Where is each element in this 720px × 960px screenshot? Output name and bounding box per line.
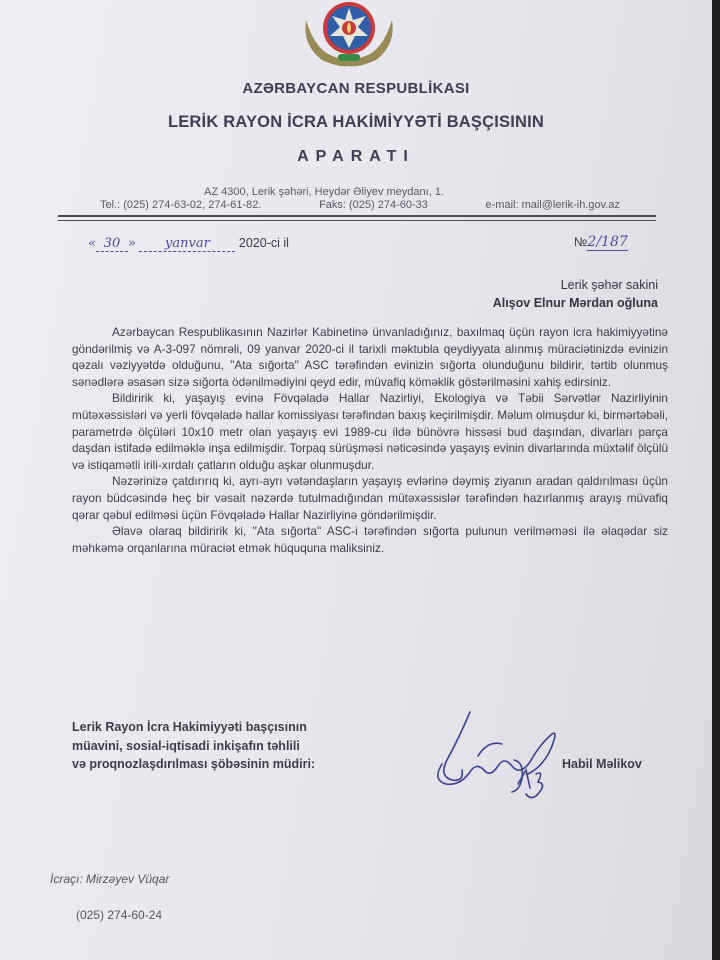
executor-label: İcraçı: [50, 872, 83, 886]
number-value: 2/187 [587, 234, 628, 250]
paragraph-4: Əlavə olaraq bildiririk ki, "Ata sığorta" ASC-i tərəfindən sığorta pulunun verilməməsi ilə əlaqədar siz məhkəmə orqanlarına müraciət etmək hüququna maliksiniz. [72, 524, 668, 555]
address-line: AZ 4300, Lerik şəhəri, Heydər Əliyev meydanı, 1. [204, 186, 444, 198]
date-close-quote: » [127, 236, 136, 251]
signatory-title [72, 718, 315, 774]
recipient-line-1: Lerik şəhər sakini [560, 278, 658, 292]
state-emblem-icon [300, 0, 398, 68]
background-edge [712, 0, 720, 960]
header-apparatus: APARATI [297, 148, 415, 165]
telephone: Tel.: (025) 274-63-02, 274-61-82. [100, 199, 262, 211]
header-republic: AZƏRBAYCAN RESPUBLİKASI [242, 80, 470, 97]
paragraph-1: Azərbaycan Respublikasının Nazirlər Kabinetinə ünvanladığınız, baxılmaq üçün rayon icra hakimiyyətinə göndərilmiş və A-3-097 nömrəli, 09 yanvar 2020-ci il tarixli məktubla qeydiyyata alınmış müraciətinizdə evinizin qəzalı vəziyyətdə olduğunu, "Ata sığorta" ASC tərəfindən evinizin sığorta olunduğunu bildirir, tərtib olunmuş sənədlərə əsasən sizə sığorta ödənilmədiyini qeyd edir, müvafiq köməklik göstərilməsini xahiş edirsiniz. [72, 325, 668, 389]
contact-line [100, 199, 620, 211]
executor-name: Mirzəyev Vüqar [86, 872, 170, 886]
date-day: 30 [96, 236, 128, 252]
recipient-name: Alışov Elnur Mərdan oğluna [492, 296, 658, 310]
email: e-mail: mail@lerik-ih.gov.az [485, 199, 620, 211]
header-rule-thin [58, 220, 656, 221]
signatory-line-2: müavini, sosial-iqtisadi inkişafın təhlili [72, 738, 300, 753]
header-rule-thick [58, 215, 656, 217]
paragraph-2: Bildiririk ki, yaşayış evinə Fövqəladə Hallar Nazirliyi, Ekologiya və Təbii Sərvətlər Nazirliyinin mütəxəssisləri və yerli fövqəladə hallar komissiyası tərəfindən baxış keçirilmişdir. Məlum olmuşdur ki, birmərtəbəli, parametrdə ölçüləri 10x10 metr olan yaşayış evi 1989-cu ildə bünövrə hissəsi bud daşından, divarları parça daşdan istifadə edilməklə inşa edilmişdir. Torpaq sürüşməsi nəticəsində yaşayış evinin divarlarında müxtəlif ölçülü və istiqamətli irili-xırdalı çatların olduğu aşkar olunmuşdur. [72, 391, 668, 472]
date-open-quote: « [88, 236, 96, 251]
number-prefix: № [574, 235, 588, 249]
fax: Faks: (025) 274-60-33 [319, 199, 428, 211]
paragraph-3: Nəzərinizə çatdırırıq ki, ayrı-ayrı vətəndaşların yaşayış evlərinə dəymiş ziyanın aradan qaldırılması üçün rayon büdcəsində heç bir vəsait nəzərdə tutulmadığından mütəxəssislər tərəfindən hazırlanmış arayış müvafiq qərar qəbul edilməsi üçün Fövqəladə Hallar Nazirliyinə göndərilmişdir. [72, 474, 668, 522]
letter-body [72, 324, 668, 556]
signatory-line-3: və proqnozlaşdırılması şöbəsinin müdiri: [72, 757, 316, 771]
signatory-line-1: Lerik Rayon İcra Hakimiyyəti başçısının [72, 720, 307, 734]
date-line [88, 236, 289, 252]
header-office: LERİK RAYON İCRA HAKİMİYYƏTİ BAŞÇISININ [167, 113, 545, 131]
handwritten-signature [418, 700, 568, 810]
document-number [574, 234, 628, 250]
signatory-name: Habil Məlikov [562, 757, 642, 771]
date-month: yanvar [139, 236, 235, 252]
executor-phone: (025) 274-60-24 [76, 908, 163, 922]
executor-line [50, 872, 169, 886]
date-year: 2020-ci il [238, 236, 289, 250]
